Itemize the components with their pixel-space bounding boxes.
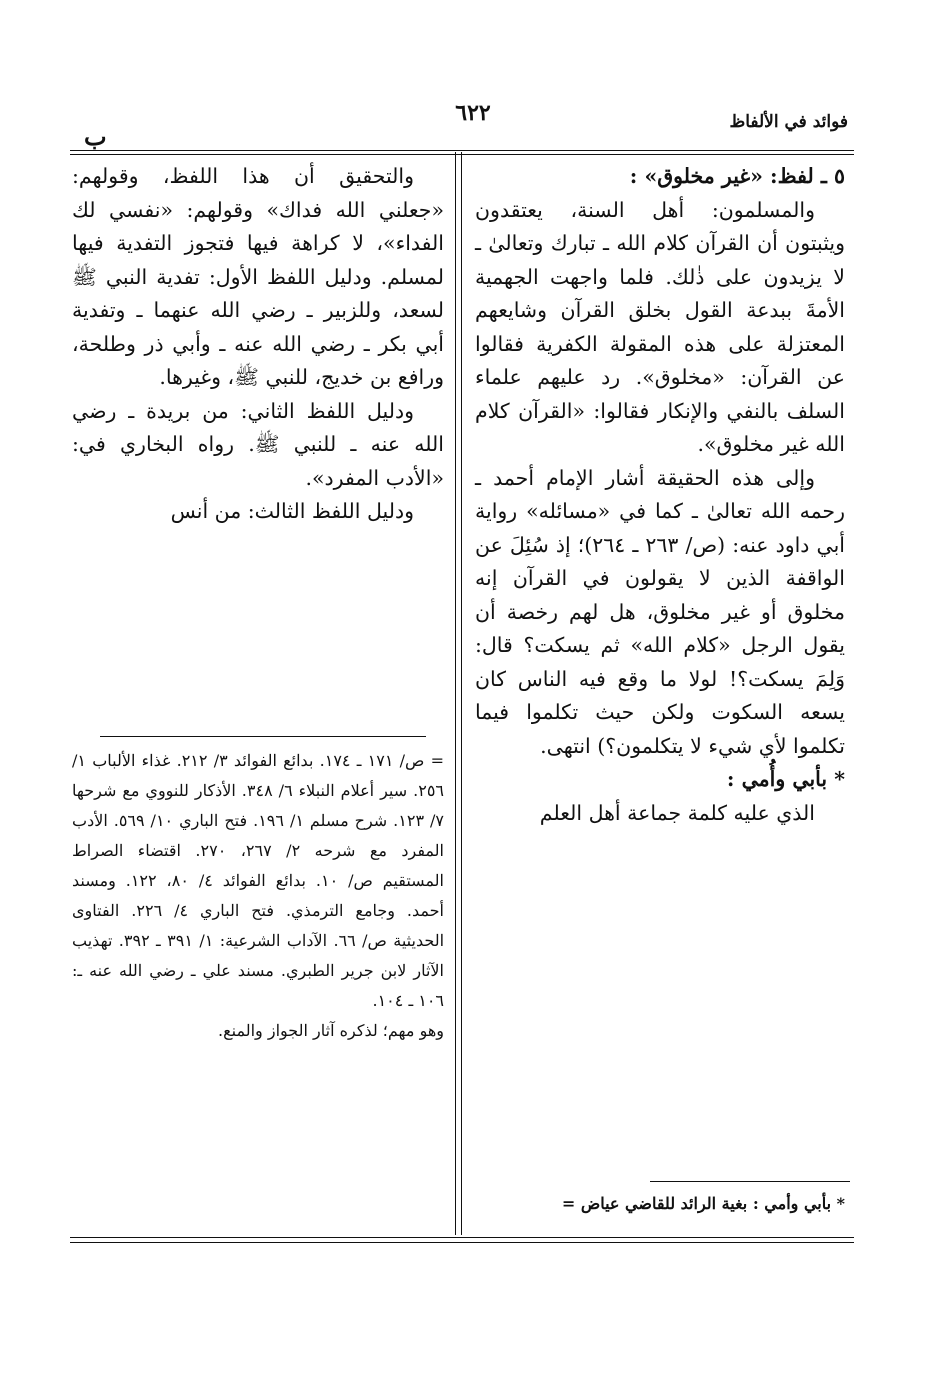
- section-heading: ٥ ـ لفظ: «غير مخلوق» :: [629, 164, 845, 188]
- signature-mark: ب: [84, 122, 107, 151]
- footnote-continuation: [72, 746, 444, 1046]
- paragraph: ودليل اللفظ الثالث: من أنس: [170, 499, 414, 523]
- header-rule-double: [70, 154, 854, 155]
- running-title: فوائد في الألفاظ: [729, 112, 848, 132]
- paragraph: والمسلمون: أهل السنة، يعتقدون ويثبتون أن القرآن كلام الله ـ تبارك وتعالىٰ ـ لا يزيدون على ذٰلك. فلما واجهت الجهمية الأمةَ ببدعة القول بخلق القرآن وشايعهم المعتزلة على هذه المقولة الكفرية فقالوا عن القرآن: «مخلوق». رد عليهم علماء السلف بالنفي والإنكار فقالوا: «القرآن كلام الله غير مخلوق».: [475, 197, 845, 456]
- column-divider: [455, 152, 456, 1235]
- footer-rule: [70, 1237, 854, 1238]
- paragraph: ودليل اللفظ الثاني: من بريدة ـ رضي الله عنه ـ للنبي ﷺ. رواه البخاري في: «الأدب المفرد».: [72, 398, 444, 490]
- footnote: * بأبي وأمي : بغية الرائد للقاضي عياض =: [561, 1194, 845, 1213]
- paragraph: الذي عليه كلمة جماعة أهل العلم: [539, 800, 815, 825]
- left-column: [72, 160, 444, 529]
- footnote-text: = ص/ ١٧١ ـ ١٧٤. بدائع الفوائد ٣/ ٢١٢. غذاء الألباب ١/ ٢٥٦. سير أعلام النبلاء ٦/ ٣٤٨. الأذكار للنووي مع شرحها ٧/ ١٢٣. شرح مسلم ١/ ١٩٦. فتح الباري ١٠/ ٥٦٩. الأدب المفرد مع شرحه ٢/ ٢٦٧، ٢٧٠. اقتضاء الصراط المستقيم ص/ ١٠. بدائع الفوائد ٤/ ٨٠، ١٢٢. ومسند أحمد. وجامع الترمذي. فتح الباري ٤/ ٢٢٦. الفتاوى الحديثية ص/ ٦٦. الآداب الشرعية: ١/ ٣٩١ ـ ٣٩٢. تهذيب الآثار لابن جرير الطبري. مسند علي ـ رضي الله عنه ـ: ١٠٦ ـ ١٠٤.: [72, 751, 445, 1010]
- header-rule: [70, 150, 854, 151]
- footnote-text: وهو مهم؛ لذكره آثار الجواز والمنع.: [218, 1021, 444, 1040]
- right-column: [475, 160, 845, 830]
- footer-rule-double: [70, 1242, 854, 1243]
- footnote-rule: [100, 736, 426, 737]
- paragraph: وإلى هذه الحقيقة أشار الإمام أحمد ـ رحمه الله تعالىٰ ـ كما في «مسائله» رواية أبي داود عنه: (ص/ ٢٦٣ ـ ٢٦٤)؛ إذ سُئِلَ عن الواقفة الذين لا يقولون في القرآن إنه مخلوق أو غير مخلوق، هل لهم رخصة أن يقول الرجل «كلام الله» ثم يسكت؟ قال: وَلِمَ يسكت؟! لولا ما وقع فيه الناس كان يسعه السكوت ولكن حيث تكلموا فيما تكلموا لأي شيء لا يتكلمون؟) انتهى.: [475, 465, 845, 758]
- subheading: * بأبي وأُمي :: [726, 767, 845, 791]
- paragraph: والتحقيق أن هذا اللفظ، وقولهم: «جعلني الله فداك» وقولهم: «نفسي لك الفداء»، لا كراهة فيها فتجوز التفدية فيها لمسلم. ودليل اللفظ الأول: تفدية النبي ﷺ لسعد، وللزبير ـ رضي الله عنهما ـ وتفدية أبي بكر ـ رضي الله عنه ـ وأبي ذر وطلحة، ورافع بن خديج، للنبي ﷺ، وغيرها.: [72, 164, 444, 389]
- column-divider-double: [461, 152, 462, 1235]
- footnote-rule: [650, 1181, 850, 1182]
- page-number: ٦٢٢: [455, 100, 491, 126]
